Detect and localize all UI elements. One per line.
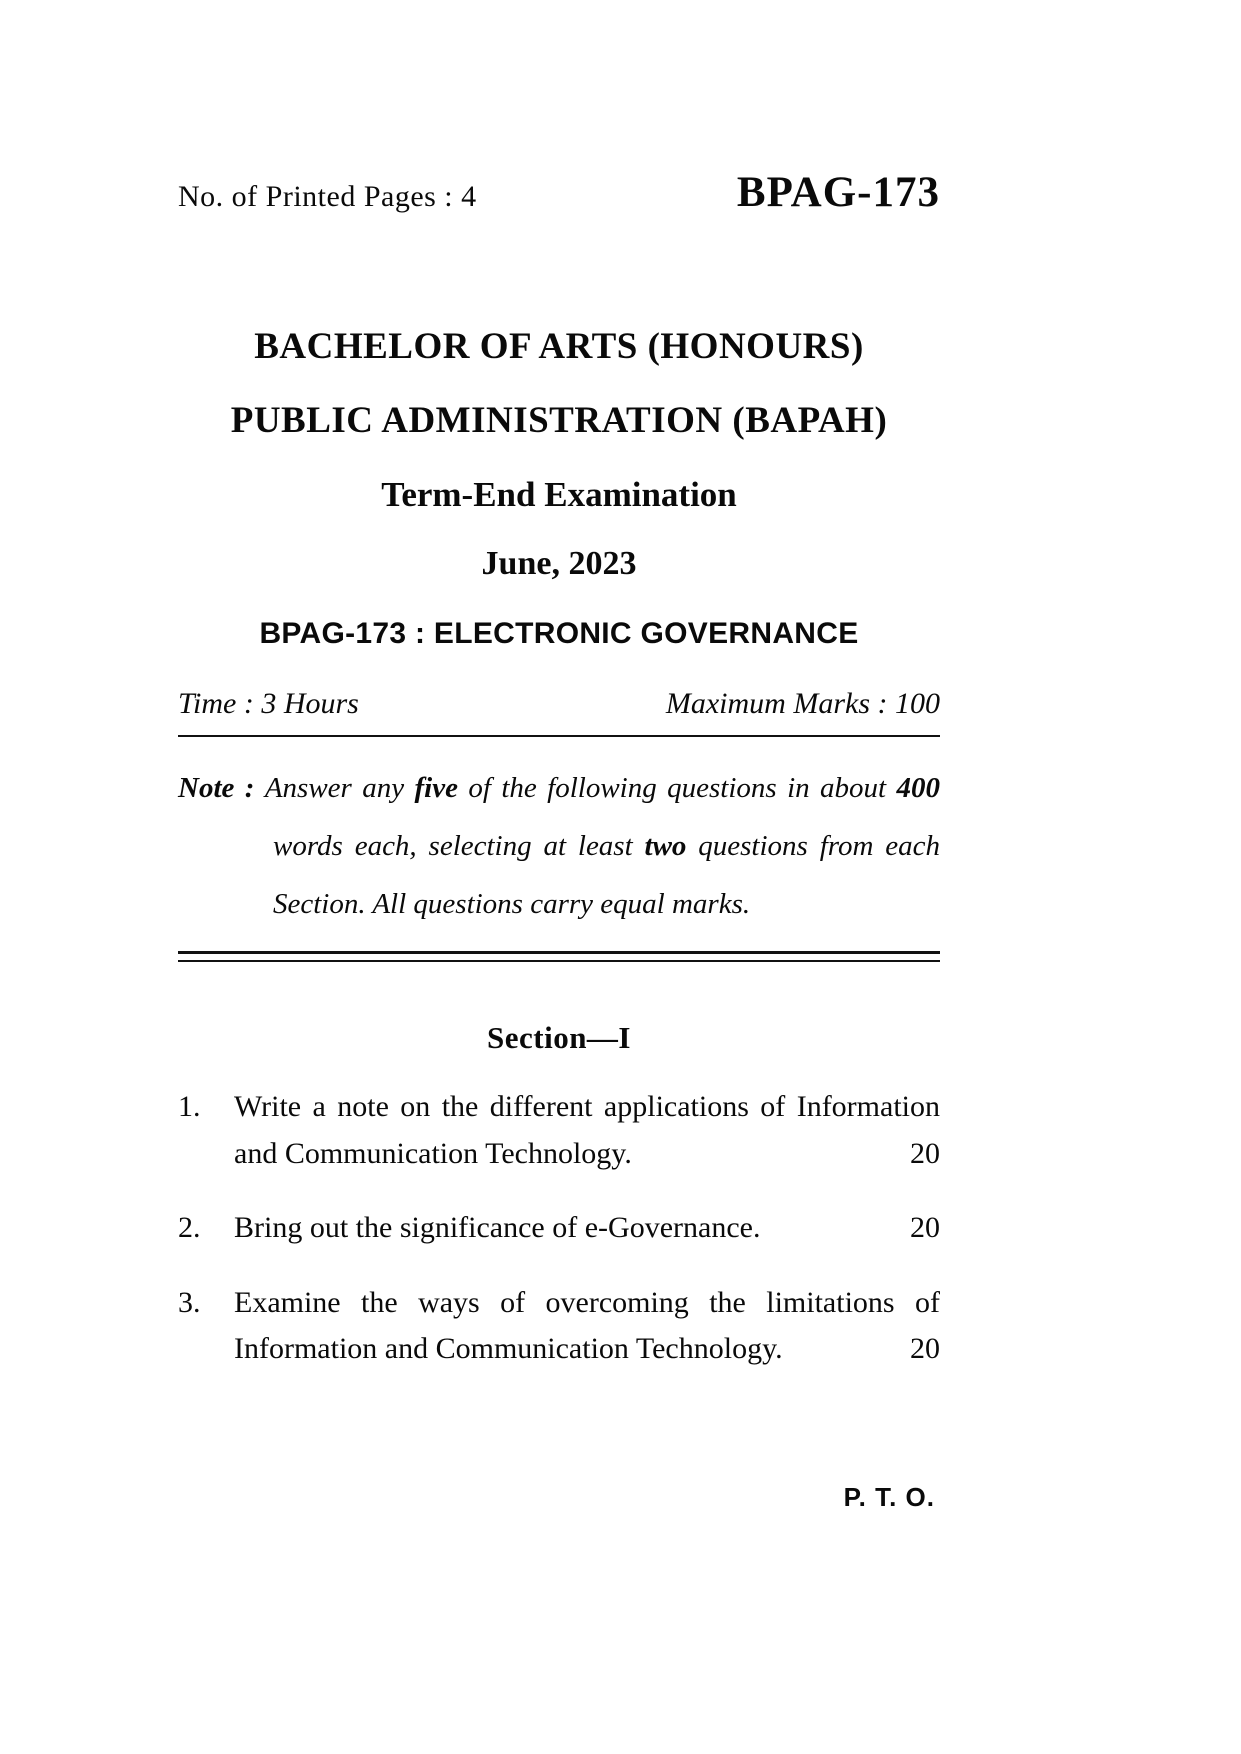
page-content: [178, 0, 940, 1373]
course-title: BPAG-173 : ELECTRONIC GOVERNANCE: [259, 617, 859, 650]
question-item: [178, 1084, 940, 1177]
note-label: Note :: [178, 772, 255, 804]
note-segment-emphasis: five: [414, 772, 458, 804]
question-number: 3.: [178, 1285, 201, 1319]
note-segment: words each, selecting at least: [273, 830, 645, 862]
section-heading: Section—I: [487, 1020, 631, 1055]
note-segment-emphasis: 400: [896, 772, 941, 804]
horizontal-rule: [178, 735, 940, 737]
question-text-wrap: [234, 1084, 940, 1177]
degree-title-line2: PUBLIC ADMINISTRATION (BAPAH): [230, 400, 888, 441]
question-item: [178, 1205, 940, 1252]
question-text-wrap: [234, 1280, 940, 1373]
degree-title-line1: BACHELOR OF ARTS (HONOURS): [254, 326, 864, 367]
exam-type-title: Term-End Examination: [381, 475, 737, 514]
page-turn-over-label: P. T. O.: [843, 1482, 935, 1512]
question-number: 1.: [178, 1090, 201, 1123]
title-block: [178, 325, 940, 651]
question-text-wrap: [234, 1205, 940, 1252]
question-list: [178, 1084, 940, 1373]
question-text: Bring out the significance of e-Governance.: [234, 1211, 761, 1244]
question-marks: 20: [910, 1332, 940, 1365]
page-header: [178, 168, 940, 217]
question-marks: 20: [910, 1211, 940, 1244]
maximum-marks: Maximum Marks : 100: [665, 687, 940, 720]
note-segment: of the following questions in about: [457, 772, 897, 804]
note-paragraph: [178, 759, 940, 933]
exam-session-title: June, 2023: [481, 545, 637, 582]
paper-code: BPAG-173: [736, 169, 940, 216]
question-text: Write a note on the different applications of Information and Communication Technology.: [234, 1090, 940, 1170]
question-marks: 20: [910, 1136, 940, 1170]
note-segment: questions from each Section. All questions carry equal marks.: [273, 830, 940, 920]
time-marks-row: [178, 687, 940, 721]
note-segment-emphasis: two: [644, 830, 687, 862]
question-text: Examine the ways of overcoming the limitations of Information and Communication Technology.: [234, 1285, 940, 1365]
double-horizontal-rule: [178, 951, 940, 962]
note-segment: Answer any: [264, 772, 415, 804]
question-number: 2.: [178, 1211, 201, 1244]
time-allowed: Time : 3 Hours: [178, 687, 359, 720]
printed-pages-note: No. of Printed Pages : 4: [178, 180, 477, 213]
question-item: [178, 1280, 940, 1373]
